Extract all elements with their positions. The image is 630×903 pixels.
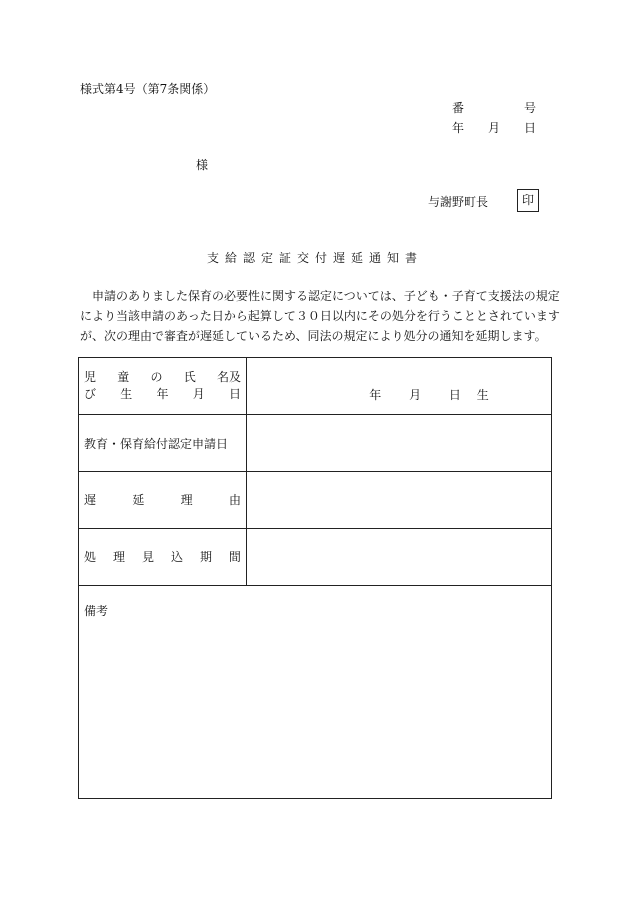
date-day-label: 日: [524, 121, 537, 135]
delay-reason-label: [79, 472, 247, 529]
child-label-line-1: [84, 369, 241, 386]
label-char: 遅: [84, 492, 97, 507]
addressee-suffix: 様: [196, 158, 209, 172]
body-paragraph: [80, 286, 560, 346]
label-char: 理: [112, 549, 125, 564]
label-char: 処: [84, 549, 97, 564]
remarks-cell[interactable]: [79, 586, 552, 799]
label-char: 日: [228, 387, 241, 401]
date-month-label: 月: [488, 121, 501, 135]
processing-period-value[interactable]: [247, 529, 552, 586]
body-line-1: 申請のありました保育の必要性に関する認定については、子ども・子育て支援法の規定: [92, 289, 560, 303]
delay-reason-text: [84, 492, 241, 509]
issuer-name: 与謝野町長: [428, 195, 489, 209]
birth-year-label: 年: [369, 387, 382, 402]
processing-period-label: [79, 529, 247, 586]
child-name-birthdate-label: [79, 358, 247, 415]
birth-month-label: 月: [409, 387, 422, 402]
birth-day-label: 日: [448, 387, 461, 402]
application-date-text: 教育・保育給付認定申請日: [84, 436, 229, 451]
label-char: 理: [180, 492, 193, 507]
label-char: び: [84, 387, 97, 401]
number-label-ban: 番: [452, 101, 465, 115]
delay-reason-value[interactable]: [247, 472, 552, 529]
seal-box: 印: [517, 189, 539, 212]
date-year-label: 年: [452, 121, 465, 135]
label-char: 間: [228, 549, 241, 564]
birth-suffix-label: 生: [476, 387, 489, 402]
body-line-2: により当該申請のあった日から起算して３０日以内にその処分を行うこととされています: [80, 309, 560, 323]
child-name-birthdate-value[interactable]: [247, 358, 552, 415]
form-number: 様式第4号（第7条関係）: [80, 82, 216, 96]
notice-table: [78, 357, 552, 799]
label-char: 年: [156, 387, 169, 401]
label-char: 月: [192, 387, 205, 401]
label-char: 見: [141, 549, 154, 564]
label-char: 児: [84, 370, 97, 384]
application-date-label: [79, 415, 247, 472]
body-line-3: が、次の理由で審査が遅延しているため、同法の規定により処分の通知を延期します。: [80, 329, 547, 343]
remarks-label: 備考: [84, 604, 109, 618]
label-char: の: [150, 370, 163, 384]
child-label-line-2: [84, 386, 241, 403]
label-char: 込: [170, 549, 183, 564]
label-char: 童: [117, 370, 130, 384]
document-title: 支給認定証交付遅延通知書: [206, 251, 423, 265]
processing-period-text: [84, 549, 241, 566]
label-char: 名及: [216, 370, 241, 384]
label-char: 延: [132, 492, 145, 507]
label-char: 生: [120, 387, 133, 401]
birthdate-suffix: [247, 370, 551, 403]
label-char: 期: [199, 549, 212, 564]
label-char: 由: [228, 492, 241, 507]
label-char: 氏: [183, 370, 196, 384]
number-label-go: 号: [524, 101, 537, 115]
application-date-value[interactable]: [247, 415, 552, 472]
